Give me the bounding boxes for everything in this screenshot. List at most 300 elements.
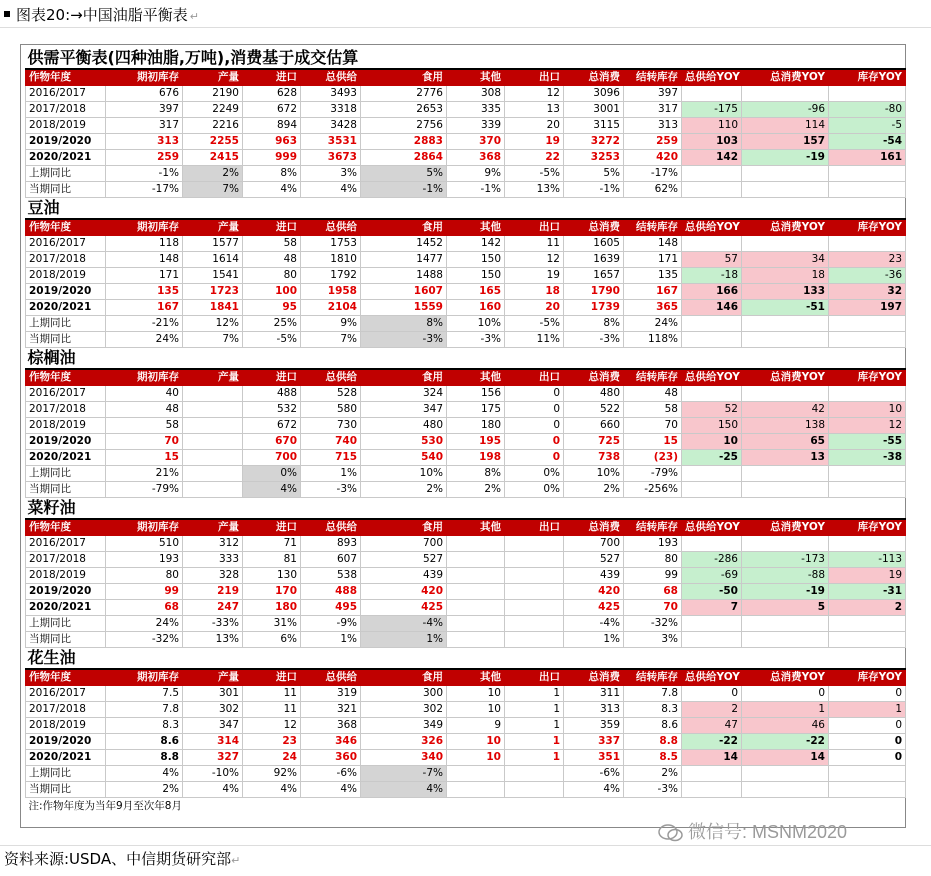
table-cell: 138 <box>742 418 829 434</box>
table-cell: 197 <box>829 300 906 316</box>
table-cell <box>505 536 564 552</box>
table-cell <box>682 166 742 182</box>
column-header: 产量 <box>183 69 243 86</box>
table-cell: 1452 <box>361 236 447 252</box>
table-cell <box>447 536 505 552</box>
table-cell: 20 <box>505 118 564 134</box>
table-cell: 10 <box>447 734 505 750</box>
table-cell: 3115 <box>564 118 624 134</box>
table-cell: 302 <box>183 702 243 718</box>
table-cell <box>742 332 829 348</box>
table-cell: 148 <box>106 252 183 268</box>
table-cell: 0 <box>829 686 906 702</box>
table-cell: 527 <box>361 552 447 568</box>
table-cell <box>447 584 505 600</box>
table-row <box>26 418 906 434</box>
column-header: 总消费YOY <box>742 69 829 86</box>
table-row <box>26 386 906 402</box>
table-cell <box>447 616 505 632</box>
table-cell <box>829 466 906 482</box>
table-cell: -55 <box>829 434 906 450</box>
row-label: 2020/2021 <box>26 150 106 166</box>
column-header: 总供给 <box>301 219 361 236</box>
table-cell: 337 <box>564 734 624 750</box>
row-label: 2016/2017 <box>26 686 106 702</box>
table-cell: -79% <box>624 466 682 482</box>
table-row <box>26 316 906 332</box>
table-cell: 670 <box>243 434 301 450</box>
table-cell: 14 <box>742 750 829 766</box>
table-cell: 963 <box>243 134 301 150</box>
table-cell: 259 <box>106 150 183 166</box>
table-cell <box>829 766 906 782</box>
table-cell: 180 <box>243 600 301 616</box>
table-cell: 672 <box>243 418 301 434</box>
table-cell: 540 <box>361 450 447 466</box>
row-label: 2019/2020 <box>26 584 106 600</box>
table-cell <box>183 402 243 418</box>
table-cell: 0 <box>829 734 906 750</box>
row-label: 2019/2020 <box>26 134 106 150</box>
table-cell <box>742 166 829 182</box>
column-header: 其他 <box>447 69 505 86</box>
table-cell: 397 <box>624 86 682 102</box>
table-cell: -5 <box>829 118 906 134</box>
table-cell: 5% <box>564 166 624 182</box>
table-cell <box>447 632 505 648</box>
column-header: 产量 <box>183 369 243 386</box>
row-label: 当期同比 <box>26 332 106 348</box>
table-cell: 333 <box>183 552 243 568</box>
table-cell: 4% <box>243 482 301 498</box>
row-label: 2019/2020 <box>26 434 106 450</box>
row-label: 2018/2019 <box>26 418 106 434</box>
table-cell: 92% <box>243 766 301 782</box>
column-header: 库存YOY <box>829 369 906 386</box>
table-cell: 21% <box>106 466 183 482</box>
header-row <box>26 219 906 236</box>
table-cell: 167 <box>624 284 682 300</box>
table-cell: 195 <box>447 434 505 450</box>
column-header: 进口 <box>243 69 301 86</box>
table-cell: 4% <box>183 782 243 798</box>
table-cell: 2% <box>361 482 447 498</box>
table-cell: 1958 <box>301 284 361 300</box>
table-cell: 312 <box>183 536 243 552</box>
table-cell: 2 <box>829 600 906 616</box>
column-header: 作物年度 <box>26 519 106 536</box>
section-title: 棕榈油 <box>26 348 906 370</box>
table-cell: 5 <box>742 600 829 616</box>
table-cell: 347 <box>361 402 447 418</box>
column-header: 总消费YOY <box>742 219 829 236</box>
table-cell: -17% <box>624 166 682 182</box>
table-cell: 7.8 <box>106 702 183 718</box>
watermark-text: 微信号: MSNM2020 <box>688 822 848 842</box>
table-cell: 1577 <box>183 236 243 252</box>
table-cell: -113 <box>829 552 906 568</box>
table-cell: 893 <box>301 536 361 552</box>
column-header: 库存YOY <box>829 519 906 536</box>
column-header: 总供给YOY <box>682 219 742 236</box>
table-cell: 580 <box>301 402 361 418</box>
table-cell: 15 <box>106 450 183 466</box>
table-cell: 3096 <box>564 86 624 102</box>
column-header: 进口 <box>243 669 301 686</box>
table-cell: 8.3 <box>106 718 183 734</box>
table-cell: 48 <box>624 386 682 402</box>
table-cell: -19 <box>742 584 829 600</box>
column-header: 食用 <box>361 519 447 536</box>
table-cell: -6% <box>301 766 361 782</box>
table-cell <box>682 632 742 648</box>
table-cell: 340 <box>361 750 447 766</box>
table-cell: 1739 <box>564 300 624 316</box>
table-cell: 23 <box>243 734 301 750</box>
table-cell <box>183 466 243 482</box>
column-header: 结转库存 <box>624 369 682 386</box>
table-cell: 99 <box>624 568 682 584</box>
table-cell <box>447 782 505 798</box>
row-label: 当期同比 <box>26 182 106 198</box>
table-cell: 8.3 <box>624 702 682 718</box>
table-cell: 10% <box>361 466 447 482</box>
table-cell <box>829 316 906 332</box>
table-cell: 2255 <box>183 134 243 150</box>
table-row <box>26 118 906 134</box>
table-cell: 12% <box>183 316 243 332</box>
table-cell <box>183 482 243 498</box>
column-header: 产量 <box>183 219 243 236</box>
column-header: 结转库存 <box>624 219 682 236</box>
table-cell: 14 <box>682 750 742 766</box>
table-cell: 9% <box>301 316 361 332</box>
table-cell: 8.5 <box>624 750 682 766</box>
table-row <box>26 150 906 166</box>
table-cell: 4% <box>243 782 301 798</box>
table-cell: -5% <box>505 166 564 182</box>
table-cell: 4% <box>361 782 447 798</box>
row-label: 2016/2017 <box>26 236 106 252</box>
column-header: 总消费 <box>564 69 624 86</box>
table-cell <box>829 536 906 552</box>
table-cell: 2% <box>564 482 624 498</box>
column-header: 期初库存 <box>106 69 183 86</box>
table-cell <box>183 450 243 466</box>
table-row <box>26 766 906 782</box>
table-cell: 1% <box>564 632 624 648</box>
table-cell: -256% <box>624 482 682 498</box>
table-cell: 70 <box>624 600 682 616</box>
table-cell: -286 <box>682 552 742 568</box>
column-header: 总消费 <box>564 669 624 686</box>
table-cell: 349 <box>361 718 447 734</box>
table-cell: 365 <box>624 300 682 316</box>
table-cell: 7.8 <box>624 686 682 702</box>
table-cell: 0 <box>505 450 564 466</box>
table-cell: 439 <box>564 568 624 584</box>
table-cell: 2415 <box>183 150 243 166</box>
table-cell: 142 <box>447 236 505 252</box>
table-row <box>26 686 906 702</box>
table-cell: 8.6 <box>624 718 682 734</box>
wechat-icon <box>658 824 684 842</box>
table-cell: 247 <box>183 600 243 616</box>
table-cell <box>742 182 829 198</box>
table-cell: -33% <box>183 616 243 632</box>
table-cell: 313 <box>624 118 682 134</box>
section-title: 花生油 <box>26 648 906 670</box>
table-cell: 13% <box>183 632 243 648</box>
column-header: 作物年度 <box>26 669 106 686</box>
table-cell: 165 <box>447 284 505 300</box>
table-row <box>26 702 906 718</box>
caption-divider <box>0 27 931 28</box>
table-cell <box>742 482 829 498</box>
table-row <box>26 450 906 466</box>
table-cell <box>505 568 564 584</box>
table-cell: 313 <box>106 134 183 150</box>
source-text: 资料来源:USDA、中信期货研究部 <box>4 850 232 868</box>
column-header: 其他 <box>447 669 505 686</box>
table-cell: 170 <box>243 584 301 600</box>
header-row <box>26 519 906 536</box>
table-cell <box>682 536 742 552</box>
table-cell <box>505 600 564 616</box>
table-cell: 528 <box>301 386 361 402</box>
table-cell: -5% <box>505 316 564 332</box>
table-cell: -25 <box>682 450 742 466</box>
table-cell: 68 <box>624 584 682 600</box>
table-cell: 347 <box>183 718 243 734</box>
table-cell: 8.6 <box>106 734 183 750</box>
column-header: 期初库存 <box>106 519 183 536</box>
caption-text: 图表20:→中国油脂平衡表 <box>16 6 188 24</box>
table-cell <box>829 332 906 348</box>
table-cell: 522 <box>564 402 624 418</box>
table-cell: 1810 <box>301 252 361 268</box>
table-cell: 0 <box>829 750 906 766</box>
table-cell: 1753 <box>301 236 361 252</box>
table-cell: 607 <box>301 552 361 568</box>
table-cell: 171 <box>106 268 183 284</box>
table-cell: 118% <box>624 332 682 348</box>
table-cell: 133 <box>742 284 829 300</box>
table-cell: 676 <box>106 86 183 102</box>
table-cell: 1% <box>301 632 361 648</box>
table-cell: 8% <box>447 466 505 482</box>
row-label: 2017/2018 <box>26 402 106 418</box>
table-cell: 0 <box>505 386 564 402</box>
table-cell: 11 <box>243 686 301 702</box>
table-cell <box>829 166 906 182</box>
table-cell: -173 <box>742 552 829 568</box>
column-header: 其他 <box>447 519 505 536</box>
table-cell: 259 <box>624 134 682 150</box>
table-row <box>26 600 906 616</box>
table-cell: 100 <box>243 284 301 300</box>
table-cell <box>183 418 243 434</box>
row-label: 当期同比 <box>26 632 106 648</box>
table-cell: 317 <box>624 102 682 118</box>
table-cell <box>829 482 906 498</box>
table-cell: 48 <box>243 252 301 268</box>
table-cell: 311 <box>564 686 624 702</box>
table-cell: 10 <box>829 402 906 418</box>
table-cell: -32% <box>106 632 183 648</box>
row-label: 2018/2019 <box>26 268 106 284</box>
header-row <box>26 669 906 686</box>
table-cell: 13 <box>742 450 829 466</box>
table-cell <box>682 482 742 498</box>
table-cell: 420 <box>361 584 447 600</box>
table-cell: 10 <box>447 686 505 702</box>
table-cell <box>682 466 742 482</box>
table-cell: (23) <box>624 450 682 466</box>
table-row <box>26 402 906 418</box>
table-cell: 25% <box>243 316 301 332</box>
table-cell: 370 <box>447 134 505 150</box>
table-cell: 1723 <box>183 284 243 300</box>
table-cell: 4% <box>301 182 361 198</box>
column-header: 期初库存 <box>106 219 183 236</box>
table-cell: 156 <box>447 386 505 402</box>
table-cell <box>183 386 243 402</box>
table-cell: 510 <box>106 536 183 552</box>
row-label: 2020/2021 <box>26 300 106 316</box>
table-cell: 1 <box>505 750 564 766</box>
table-cell: 1% <box>361 632 447 648</box>
table-cell <box>742 316 829 332</box>
table-cell: 425 <box>564 600 624 616</box>
table-cell: 339 <box>447 118 505 134</box>
table-cell: -5% <box>243 332 301 348</box>
table-cell <box>682 766 742 782</box>
table-cell: -7% <box>361 766 447 782</box>
table-cell: -4% <box>564 616 624 632</box>
table-cell <box>742 466 829 482</box>
table-cell: 700 <box>243 450 301 466</box>
table-cell: -10% <box>183 766 243 782</box>
table-cell: 1657 <box>564 268 624 284</box>
table-cell: 1614 <box>183 252 243 268</box>
table-cell: 19 <box>505 134 564 150</box>
table-cell: 118 <box>106 236 183 252</box>
table-cell: 1 <box>829 702 906 718</box>
table-row <box>26 166 906 182</box>
table-cell: 12 <box>829 418 906 434</box>
table-cell: 3318 <box>301 102 361 118</box>
table-cell: -69 <box>682 568 742 584</box>
table-cell: -19 <box>742 150 829 166</box>
table-cell: -54 <box>829 134 906 150</box>
table-cell <box>742 386 829 402</box>
table-cell: 70 <box>624 418 682 434</box>
row-label: 上期同比 <box>26 766 106 782</box>
table-cell: 4% <box>564 782 624 798</box>
column-header: 出口 <box>505 669 564 686</box>
column-header: 总供给 <box>301 519 361 536</box>
table-cell: 2864 <box>361 150 447 166</box>
column-header: 产量 <box>183 519 243 536</box>
source-line <box>4 849 240 871</box>
table-cell: 150 <box>682 418 742 434</box>
table-cell <box>447 766 505 782</box>
table-cell <box>505 552 564 568</box>
table-cell: -32% <box>624 616 682 632</box>
table-cell: 530 <box>361 434 447 450</box>
table-cell: 480 <box>564 386 624 402</box>
table-cell: 2216 <box>183 118 243 134</box>
row-label: 上期同比 <box>26 166 106 182</box>
table-cell: -3% <box>301 482 361 498</box>
table-cell: 12 <box>243 718 301 734</box>
table-cell: 20 <box>505 300 564 316</box>
table-cell <box>742 616 829 632</box>
table-cell: 628 <box>243 86 301 102</box>
table-cell: -51 <box>742 300 829 316</box>
column-header: 进口 <box>243 369 301 386</box>
table-row <box>26 236 906 252</box>
row-label: 2019/2020 <box>26 284 106 300</box>
table-cell <box>682 386 742 402</box>
column-header: 期初库存 <box>106 369 183 386</box>
table-cell: 480 <box>361 418 447 434</box>
table-cell: 175 <box>447 402 505 418</box>
table-cell <box>829 632 906 648</box>
table-cell: 1790 <box>564 284 624 300</box>
table-row <box>26 568 906 584</box>
table-cell: 193 <box>624 536 682 552</box>
table-cell: 1792 <box>301 268 361 284</box>
table-cell: 24% <box>106 332 183 348</box>
table-row <box>26 718 906 734</box>
column-header: 期初库存 <box>106 669 183 686</box>
table-cell: 24% <box>106 616 183 632</box>
table-cell: 80 <box>243 268 301 284</box>
return-mark-icon: ↵ <box>231 854 241 867</box>
table-cell: 11 <box>243 702 301 718</box>
table-cell <box>682 316 742 332</box>
table-cell: 180 <box>447 418 505 434</box>
table-cell <box>742 236 829 252</box>
table-cell: 319 <box>301 686 361 702</box>
table-cell: -6% <box>564 766 624 782</box>
table-cell: 313 <box>564 702 624 718</box>
table-cell: 368 <box>447 150 505 166</box>
column-header: 总供给YOY <box>682 669 742 686</box>
table-cell: 2104 <box>301 300 361 316</box>
table-cell: 2% <box>447 482 505 498</box>
table-cell: 40 <box>106 386 183 402</box>
table-cell <box>742 536 829 552</box>
table-cell: 439 <box>361 568 447 584</box>
source-divider <box>0 845 931 846</box>
table-cell: 700 <box>564 536 624 552</box>
table-cell: 1607 <box>361 284 447 300</box>
column-header: 库存YOY <box>829 219 906 236</box>
column-header: 食用 <box>361 669 447 686</box>
table-cell: 1 <box>505 702 564 718</box>
table-cell: 317 <box>106 118 183 134</box>
table-cell <box>742 86 829 102</box>
table-cell: -1% <box>106 166 183 182</box>
column-header: 结转库存 <box>624 669 682 686</box>
table-cell: 321 <box>301 702 361 718</box>
table-cell: 0% <box>505 482 564 498</box>
table-row <box>26 536 906 552</box>
table-row <box>26 332 906 348</box>
